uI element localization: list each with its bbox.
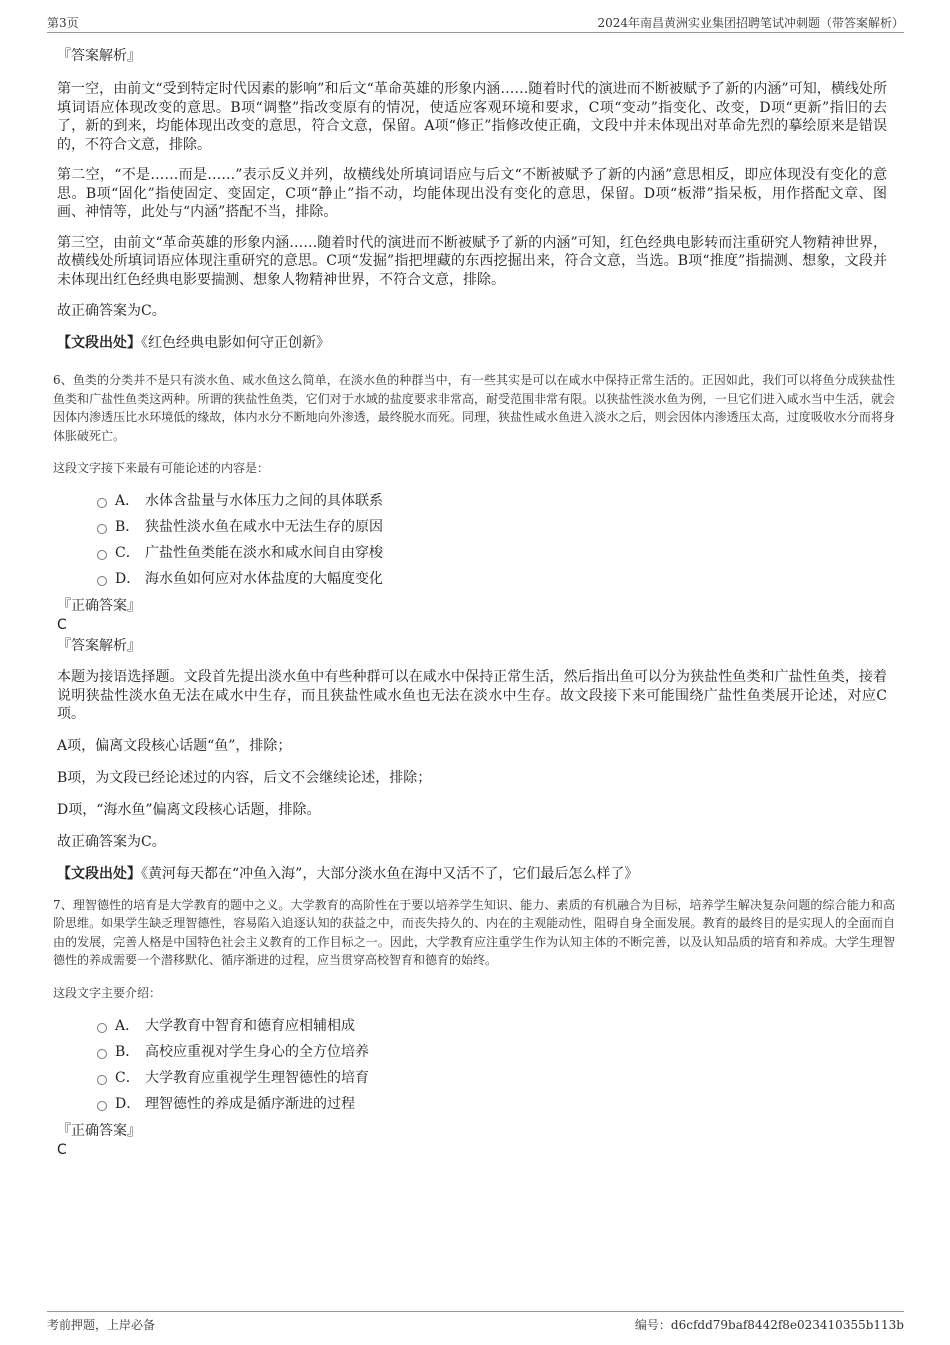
page-header [47, 12, 904, 33]
analysis-paragraph: D项，“海水鱼”偏离文段核心话题，排除。 [57, 801, 321, 818]
option-letter: A． [115, 493, 140, 509]
option-a[interactable] [57, 1013, 887, 1039]
option-letter: D． [115, 1095, 141, 1112]
page-content [53, 46, 895, 1159]
option-text: 大学教育中智育和德育应相辅相成 [145, 1017, 355, 1034]
source-title: 《红色经典电影如何守正创新》 [141, 335, 330, 351]
option-letter: B． [115, 1043, 140, 1060]
question-6-options [57, 488, 887, 592]
question-6-stem: 6、鱼类的分类并不是只有淡水鱼、咸水鱼这么简单，在淡水鱼的种群当中，有一些其实是可以在咸水中保持正常生活的。正因如此，我们可以将鱼分成狭盐性鱼类和广盐性鱼类这两种。所谓的狭盐性鱼类，它们对于水域的盐度要求非常高，耐受范围非常有限。以狭盐性淡水鱼为例，一旦它们进入咸水当中生活，就会因体内渗透压比水环境低的缘故，体内水分不断地向外渗透，最终脱水而死。同理，狭盐性咸水鱼进入淡水之后，则会因体内渗透压太高，过度吸收水分而将身体胀破死亡。 [53, 373, 895, 443]
analysis-paragraph: 第二空，“不是……而是……”表示反义并列，故横线处所填词语应与后文“不断被赋予了新的内涵”意思相反，即应体现没有变化的意思。B项“固化”指使固定、变固定，C项“静止”指不动，均能体现出没有变化的意思，保留。D项“板滞”指呆板，用作搭配文章、图画、神情等，此处与“内涵”搭配不当，排除。 [57, 167, 887, 220]
option-d[interactable] [57, 1091, 887, 1117]
option-text: 海水鱼如何应对水体盐度的大幅度变化 [145, 571, 383, 587]
page-number: 第3页 [47, 16, 79, 30]
analysis-label: 『答案解析』 [57, 638, 141, 654]
correct-answer-label: 『正确答案』 [57, 1122, 141, 1139]
radio-button[interactable] [97, 524, 107, 534]
radio-button[interactable] [97, 1101, 107, 1111]
option-letter: B． [115, 519, 140, 535]
page-footer [47, 1311, 904, 1334]
option-text: 水体含盐量与水体压力之间的具体联系 [145, 493, 383, 509]
option-text: 狭盐性淡水鱼在咸水中无法生存的原因 [145, 519, 383, 535]
analysis-paragraph: B项，为文段已经论述过的内容，后文不会继续论述，排除； [57, 769, 432, 786]
source-label: 【文段出处】 [57, 335, 141, 351]
option-letter: A． [115, 1017, 140, 1034]
question-7-prompt: 这段文字主要介绍： [53, 985, 162, 1000]
analysis-paragraph: 第一空，由前文“受到特定时代因素的影响”和后文“革命英雄的形象内涵……随着时代的演进而不断被赋予了新的内涵”可知，横线处所填词语应体现改变的意思。B项“调整”指改变原有的情况，使适应客观环境和要求，C项“变动”指变化、改变，D项“更新”指旧的去了，新的到来，均能体现出改变的意思，符合文意，保留。A项“修正”指修改使正确，文段中并未体现出对革命先烈的摹绘原来是错误的，不符合文意，排除。 [57, 81, 887, 153]
option-c[interactable] [57, 540, 887, 566]
source-line [57, 864, 887, 884]
source-title: 《黄河每天都在“冲鱼入海”，大部分淡水鱼在海中又活不了，它们最后怎么样了》 [141, 865, 639, 882]
analysis-label: 『答案解析』 [57, 48, 141, 64]
correct-answer: C [57, 1141, 67, 1158]
option-text: 广盐性鱼类能在淡水和咸水间自由穿梭 [145, 545, 383, 561]
option-b[interactable] [57, 514, 887, 540]
radio-button[interactable] [97, 576, 107, 586]
option-text: 高校应重视对学生身心的全方位培养 [145, 1043, 369, 1060]
analysis-paragraph: A项，偏离文段核心话题“鱼”，排除； [57, 737, 292, 754]
question-6-prompt: 这段文字接下来最有可能论述的内容是： [53, 461, 270, 475]
document-title: 2024年南昌黄洲实业集团招聘笔试冲刺题（带答案解析） [597, 16, 904, 30]
analysis-paragraph: 第三空，由前文“革命英雄的形象内涵……随着时代的演进而不断被赋予了新的内涵”可知，红色经典电影转而注重研究人物精神世界，故横线处所填词语应体现注重研究的意思。C项“发掘”指把埋藏的东西挖掘出来，符合文意，当选。B项“推度”指揣测、想象，文段并未体现出红色经典电影要揣测、想象人物精神世界，不符合文意，排除。 [57, 234, 887, 288]
answer-conclusion: 故正确答案为C。 [57, 833, 166, 850]
option-letter: D． [115, 571, 141, 587]
radio-button[interactable] [97, 1075, 107, 1085]
correct-answer-label: 『正确答案』 [57, 598, 141, 614]
option-a[interactable] [57, 488, 887, 514]
radio-button[interactable] [97, 1023, 107, 1033]
source-line [57, 333, 887, 353]
question-7-stem: 7、理智德性的培育是大学教育的题中之义。大学教育的高阶性在于要以培养学生知识、能力、素质的有机融合为目标，培养学生解决复杂问题的综合能力和高阶思维。如果学生缺乏理智德性，容易陷入追逐认知的获益之中，而丧失持久的、内在的主观能动性，阻碍自身全面发展。教育的最终目的是实现人的全面而自由的发展，完善人格是中国特色社会主义教育的工作目标之一。因此，大学教育应注重学生作为认知主体的不断完善，以及认知品质的培育和养成。大学生理智德性的养成需要一个潜移默化、循序渐进的过程，应当贯穿高校智育和德育的始终。 [53, 897, 895, 967]
option-text: 理智德性的养成是循序渐进的过程 [145, 1095, 355, 1112]
footer-slogan: 考前押题，上岸必备 [47, 1318, 156, 1332]
correct-answer: C [57, 617, 67, 633]
option-letter: C． [115, 1069, 140, 1086]
option-text: 大学教育应重视学生理智德性的培育 [145, 1069, 369, 1086]
answer-conclusion: 故正确答案为C。 [57, 303, 166, 319]
option-b[interactable] [57, 1039, 887, 1065]
option-c[interactable] [57, 1065, 887, 1091]
option-letter: C． [115, 545, 140, 561]
option-d[interactable] [57, 566, 887, 592]
radio-button[interactable] [97, 498, 107, 508]
question-7-options [57, 1013, 887, 1117]
document-id: 编号：d6cfdd79baf8442f8e023410355b113b [634, 1318, 904, 1332]
source-label: 【文段出处】 [57, 865, 141, 882]
analysis-paragraph: 本题为接语选择题。文段首先提出淡水鱼中有些种群可以在咸水中保持正常生活，然后指出鱼可以分为狭盐性鱼类和广盐性鱼类，接着说明狭盐性淡水鱼无法在咸水中生存，而且狭盐性咸水鱼也无法在淡水中生存。故文段接下来可能围绕广盐性鱼类展开论述，对应C项。 [57, 669, 887, 722]
radio-button[interactable] [97, 550, 107, 560]
radio-button[interactable] [97, 1049, 107, 1059]
